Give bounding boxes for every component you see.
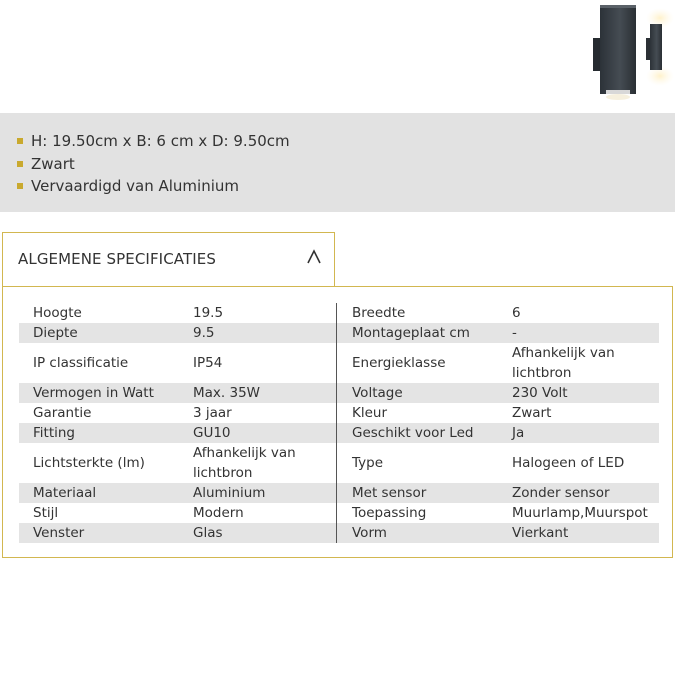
feature-summary bbox=[0, 113, 675, 212]
spec-value: Vierkant bbox=[512, 525, 569, 541]
spec-section-title: ALGEMENE SPECIFICATIES bbox=[18, 250, 216, 268]
spec-value: Glas bbox=[179, 523, 337, 543]
spec-row bbox=[19, 503, 659, 523]
feature-text: Zwart bbox=[31, 154, 75, 173]
feature-item bbox=[17, 175, 675, 198]
spec-row bbox=[19, 323, 659, 343]
bullet-icon bbox=[17, 138, 23, 144]
spec-label: Geschikt voor Led bbox=[352, 425, 474, 441]
spec-value: 19.5 bbox=[179, 303, 337, 323]
spec-value: GU10 bbox=[179, 423, 337, 443]
spec-row bbox=[19, 523, 659, 543]
spec-value: Afhankelijk van lichtbron bbox=[179, 443, 337, 483]
spec-value: Zwart bbox=[512, 405, 552, 421]
spec-label: Energieklasse bbox=[352, 355, 446, 371]
spec-label: Montageplaat cm bbox=[352, 325, 470, 341]
spec-label: Venster bbox=[33, 525, 85, 541]
spec-accordion-header[interactable] bbox=[2, 232, 335, 286]
feature-text: H: 19.50cm x B: 6 cm x D: 9.50cm bbox=[31, 132, 290, 151]
spec-value: 6 bbox=[512, 305, 521, 321]
spec-row bbox=[19, 383, 659, 403]
bullet-icon bbox=[17, 161, 23, 167]
spec-value: 9.5 bbox=[179, 323, 337, 343]
spec-label: Lichtsterkte (lm) bbox=[33, 455, 145, 471]
spec-label: Garantie bbox=[33, 405, 92, 421]
bullet-icon bbox=[17, 183, 23, 189]
spec-value: Aluminium bbox=[179, 483, 337, 503]
spec-label: Voltage bbox=[352, 385, 403, 401]
spec-label: Vorm bbox=[352, 525, 387, 541]
spec-value: Ja bbox=[512, 425, 525, 441]
spec-label: Stijl bbox=[33, 505, 59, 521]
feature-item bbox=[17, 153, 675, 176]
feature-text: Vervaardigd van Aluminium bbox=[31, 177, 240, 196]
spec-row bbox=[19, 303, 659, 323]
spec-row bbox=[19, 483, 659, 503]
spec-value: Max. 35W bbox=[179, 383, 337, 403]
spec-label: Kleur bbox=[352, 405, 388, 421]
spec-table bbox=[19, 303, 659, 543]
spec-row bbox=[19, 403, 659, 423]
feature-item bbox=[17, 130, 675, 153]
spec-label: Diepte bbox=[33, 325, 78, 341]
product-image bbox=[584, 0, 685, 104]
spec-row bbox=[19, 343, 659, 383]
spec-label: Materiaal bbox=[33, 485, 97, 501]
spec-panel bbox=[2, 286, 673, 558]
spec-value: Muurlamp,Muurspot bbox=[512, 505, 648, 521]
spec-value: Halogeen of LED bbox=[512, 455, 625, 471]
spec-label: Vermogen in Watt bbox=[33, 385, 154, 401]
spec-label: Fitting bbox=[33, 425, 75, 441]
spec-label: Hoogte bbox=[33, 305, 82, 321]
wall-lamp-illustration bbox=[584, 0, 685, 104]
spec-label: Breedte bbox=[352, 305, 406, 321]
spec-row bbox=[19, 443, 659, 483]
chevron-up-icon[interactable] bbox=[305, 248, 323, 266]
spec-label: Toepassing bbox=[352, 505, 427, 521]
spec-value: 230 Volt bbox=[512, 385, 568, 401]
spec-value: 3 jaar bbox=[179, 403, 337, 423]
spec-label: Type bbox=[352, 455, 384, 471]
spec-value: Modern bbox=[179, 503, 337, 523]
spec-label: Met sensor bbox=[352, 485, 427, 501]
spec-row bbox=[19, 423, 659, 443]
spec-value: Zonder sensor bbox=[512, 485, 610, 501]
spec-value: - bbox=[512, 325, 517, 341]
feature-list bbox=[0, 113, 675, 198]
spec-value: Afhankelijk van lichtbron bbox=[512, 345, 615, 381]
spec-value: IP54 bbox=[179, 343, 337, 383]
spec-label: IP classificatie bbox=[33, 355, 129, 371]
